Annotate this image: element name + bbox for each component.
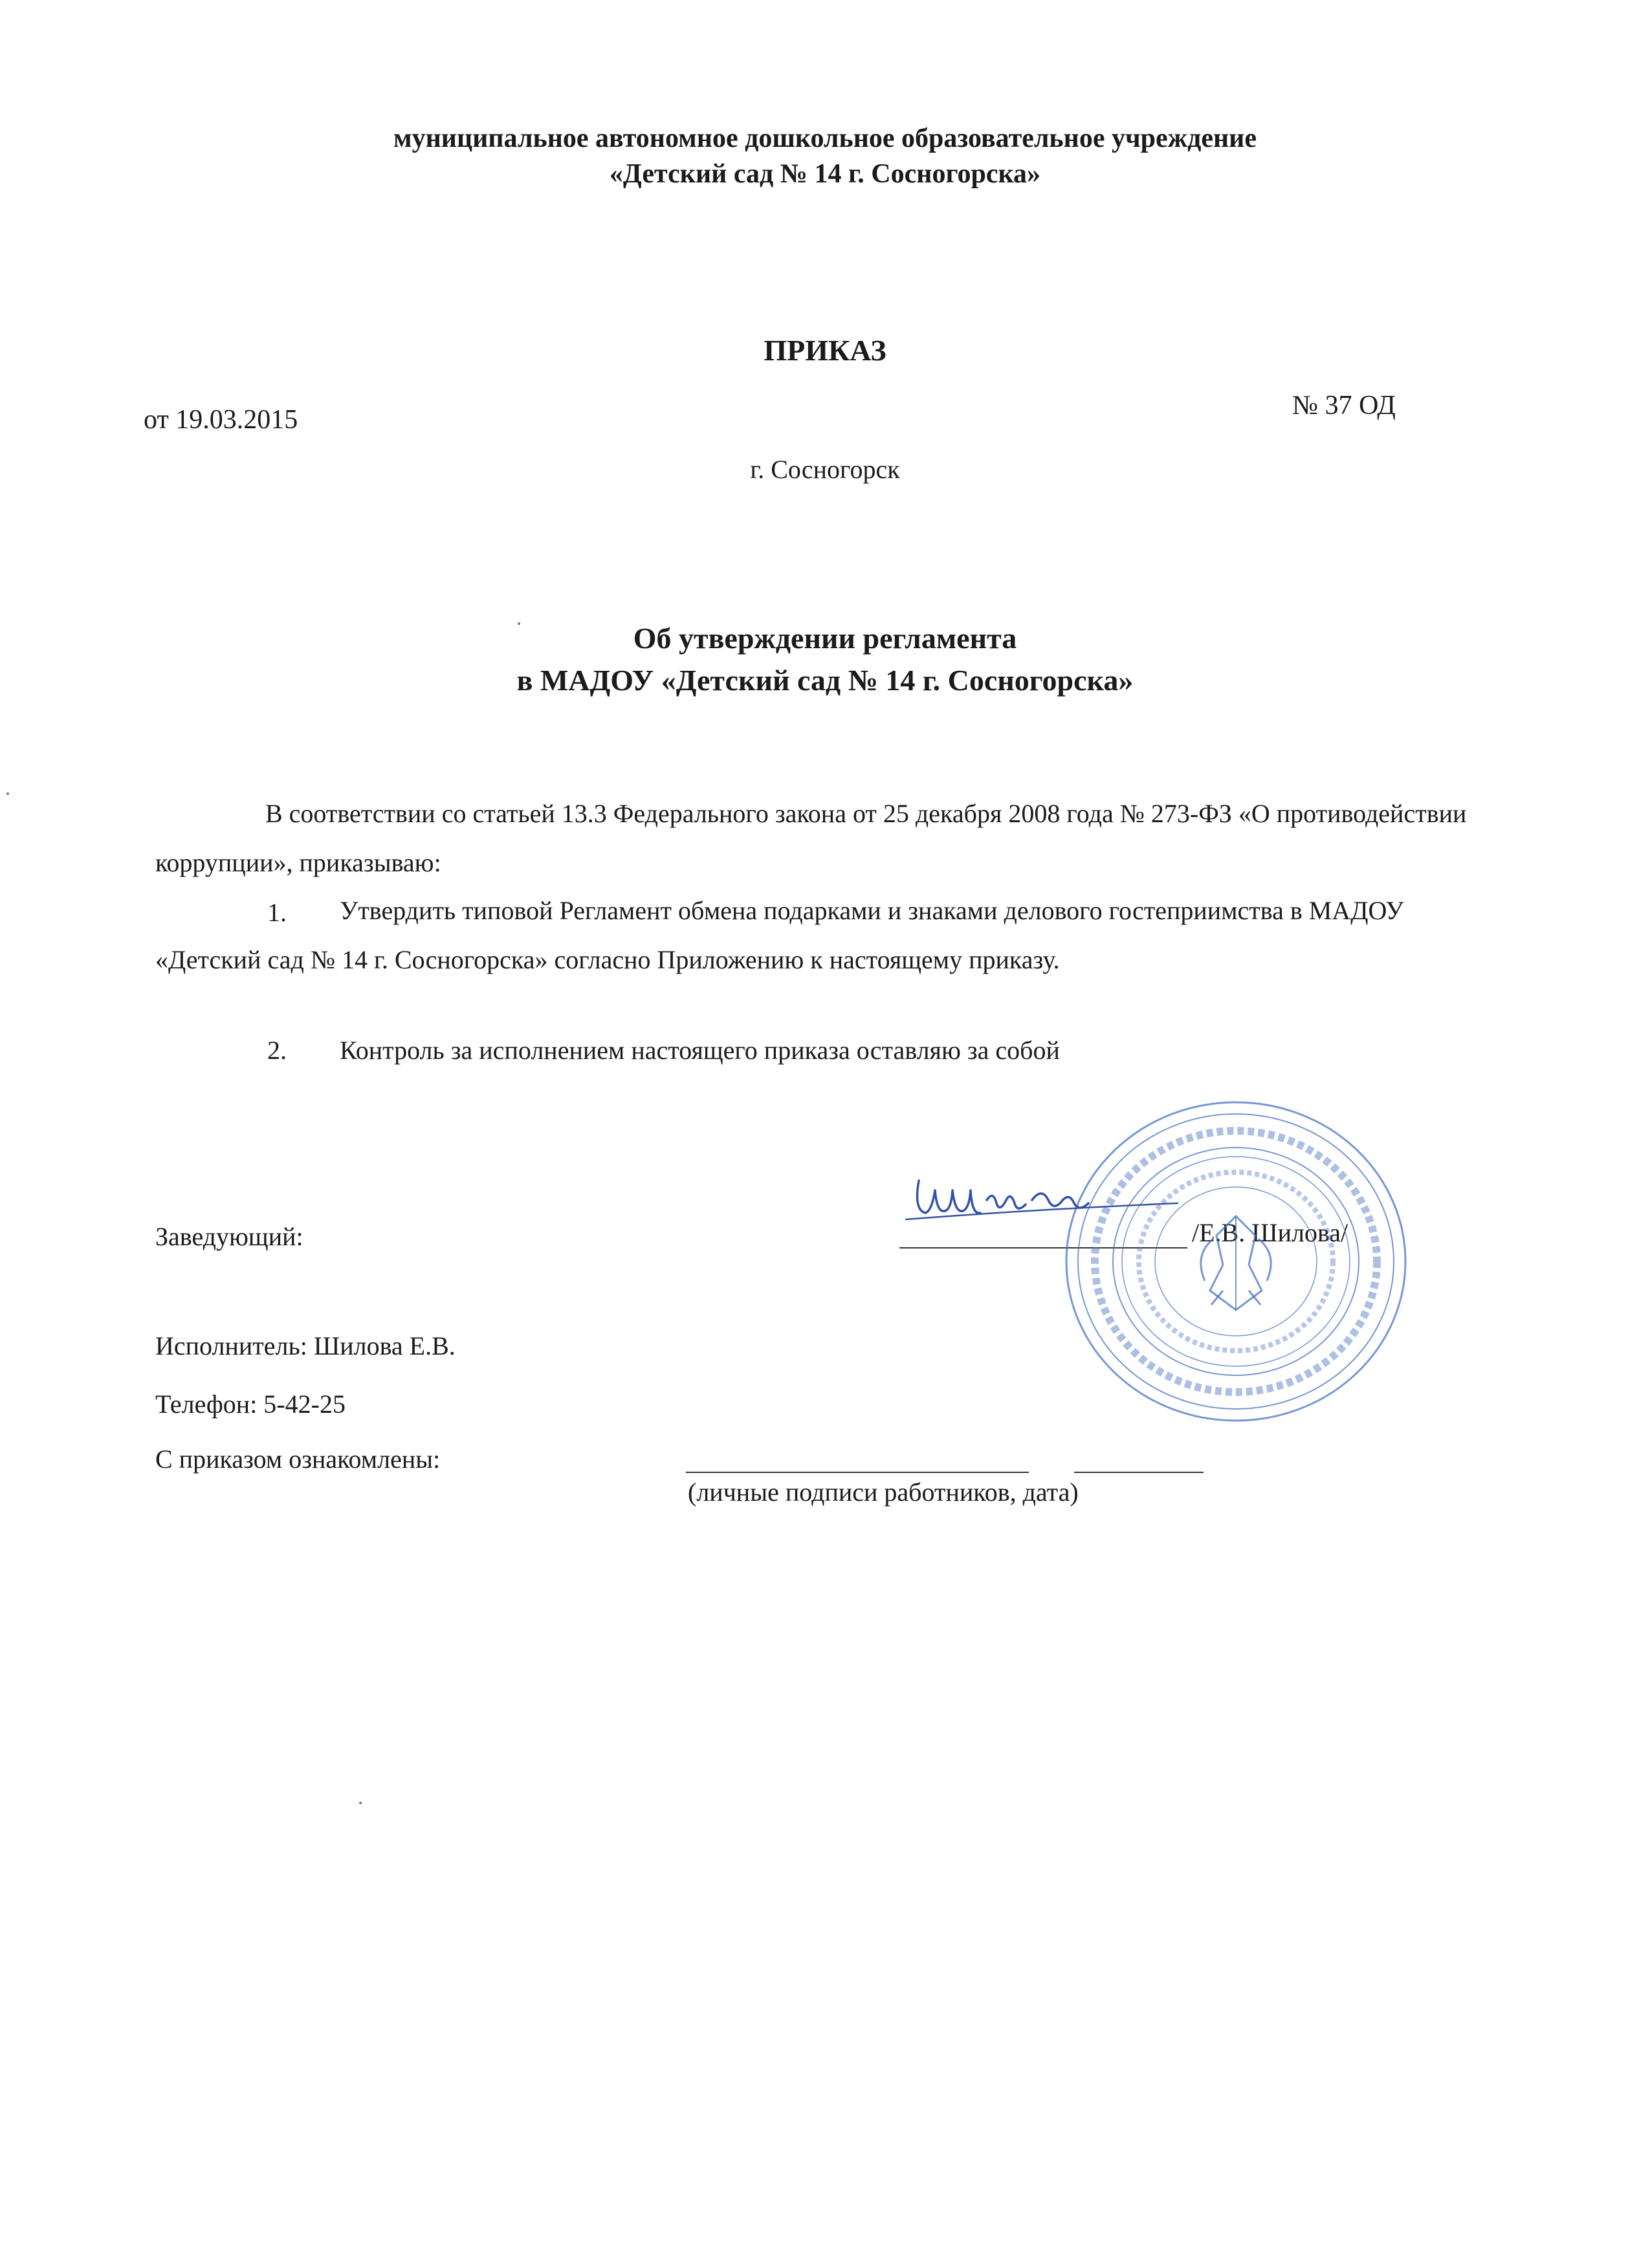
acquainted-label: С приказом ознакомлены: [155, 1445, 441, 1474]
scan-speck [359, 1802, 362, 1804]
phone-line: Телефон: 5-42-25 [155, 1390, 346, 1419]
order-city: г. Сосногорск [750, 455, 900, 484]
list-item-text: Контроль за исполнением настоящего приказа оставляю за собой [340, 1036, 1060, 1065]
handwritten-signature [899, 1164, 1184, 1229]
order-title: ПРИКАЗ [764, 334, 886, 367]
scan-speck [518, 622, 520, 625]
institution-name: муниципальное автономное дошкольное образовательное учреждение [393, 124, 1257, 153]
institution-short-name: «Детский сад № 14 г. Сосногорска» [609, 159, 1041, 189]
signature-name: /Е.В. Шилова/ [1192, 1218, 1348, 1247]
order-date: от 19.03.2015 [144, 405, 298, 435]
employee-date-line [1074, 1472, 1204, 1473]
signature-role: Заведующий: [155, 1222, 303, 1251]
signatures-caption: (личные подписи работников, дата) [688, 1477, 1079, 1507]
employee-signature-line [686, 1472, 1029, 1473]
scan-speck [6, 792, 9, 795]
official-stamp [1061, 1096, 1411, 1426]
list-item-number: 1. [267, 898, 287, 927]
order-intro: В соответствии со статьей 13.3 Федерального закона от 25 декабря 2008 года № 273-ФЗ «О противодействии коррупции», приказываю: [155, 799, 1467, 877]
order-number: № 37 ОД [1292, 391, 1396, 420]
list-item-number: 2. [267, 1036, 287, 1065]
list-item-text: Утвердить типовой Регламент обмена подарками и знаками делового гостеприимства в МАДОУ «Детский сад № 14 г. Сосногорска» согласно Приложению к настоящему приказу. [155, 896, 1404, 974]
executor-line: Исполнитель: Шилова Е.В. [155, 1331, 456, 1360]
order-subject-line1: Об утверждении регламента [633, 622, 1017, 655]
order-subject-line2: в МАДОУ «Детский сад № 14 г. Сосногорска» [516, 664, 1134, 697]
